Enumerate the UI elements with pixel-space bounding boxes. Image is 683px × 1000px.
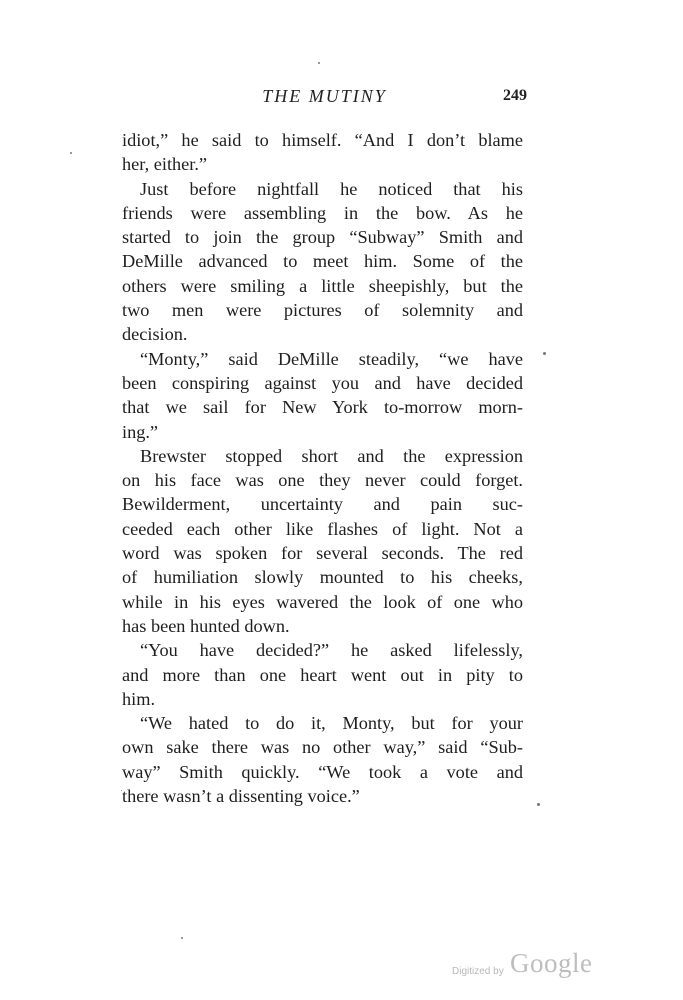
text-line: “You have decided?” he asked lifelessly, <box>140 640 523 661</box>
text-line: there wasn’t a dissenting voice.” <box>122 786 360 807</box>
text-line: friends were assembling in the bow. As he <box>122 202 523 223</box>
text-line: way” Smith quickly. “We took a vote and <box>122 761 523 782</box>
text-line: ceeded each other like flashes of light. Not a <box>122 518 523 539</box>
text-line: started to join the group “Subway” Smith and <box>122 227 523 248</box>
text-line: and more than one heart went out in pity to <box>122 664 523 685</box>
text-line: him. <box>122 688 156 709</box>
text-line: Just before nightfall he noticed that his <box>140 178 523 199</box>
text-line: “We hated to do it, Monty, but for your <box>140 713 523 734</box>
text-line: decision. <box>122 324 188 345</box>
text-line: Brewster stopped short and the expression <box>140 445 523 466</box>
text-line: others were smiling a little sheepishly, but the <box>122 275 523 296</box>
scan-speck <box>543 352 546 355</box>
text-line: has been hunted down. <box>122 615 290 636</box>
text-line: ing.” <box>122 421 159 442</box>
text-line: of humiliation slowly mounted to his cheeks, <box>122 567 523 588</box>
scan-speck <box>70 152 72 154</box>
text-line: own sake there was no other way,” said “Sub- <box>122 737 523 758</box>
text-line: been conspiring against you and have decided <box>122 372 523 393</box>
text-line: her, either.” <box>122 154 208 175</box>
scan-speck <box>318 62 320 64</box>
running-head <box>122 86 527 110</box>
watermark-prefix: Digitized by <box>452 966 504 977</box>
scan-speck <box>537 803 540 806</box>
watermark-logo: Google <box>510 948 593 978</box>
text-line: word was spoken for several seconds. The red <box>122 543 523 564</box>
scan-speck <box>121 790 122 791</box>
running-title: THE MUTINY <box>262 86 387 106</box>
text-line: two men were pictures of solemnity and <box>122 300 523 321</box>
text-line: DeMille advanced to meet him. Some of the <box>122 251 523 272</box>
digitized-watermark <box>452 948 602 988</box>
text-line: “Monty,” said DeMille steadily, “we have <box>140 348 523 369</box>
text-line: on his face was one they never could forget. <box>122 470 523 491</box>
text-line: idiot,” he said to himself. “And I don’t blame <box>122 130 523 150</box>
text-line: while in his eyes wavered the look of one who <box>122 591 523 612</box>
scan-speck <box>181 937 183 939</box>
page-number: 249 <box>503 87 527 104</box>
body-text <box>122 128 523 808</box>
text-line: that we sail for New York to-morrow morn- <box>122 397 523 418</box>
text-line: Bewilderment, uncertainty and pain suc- <box>122 494 523 515</box>
